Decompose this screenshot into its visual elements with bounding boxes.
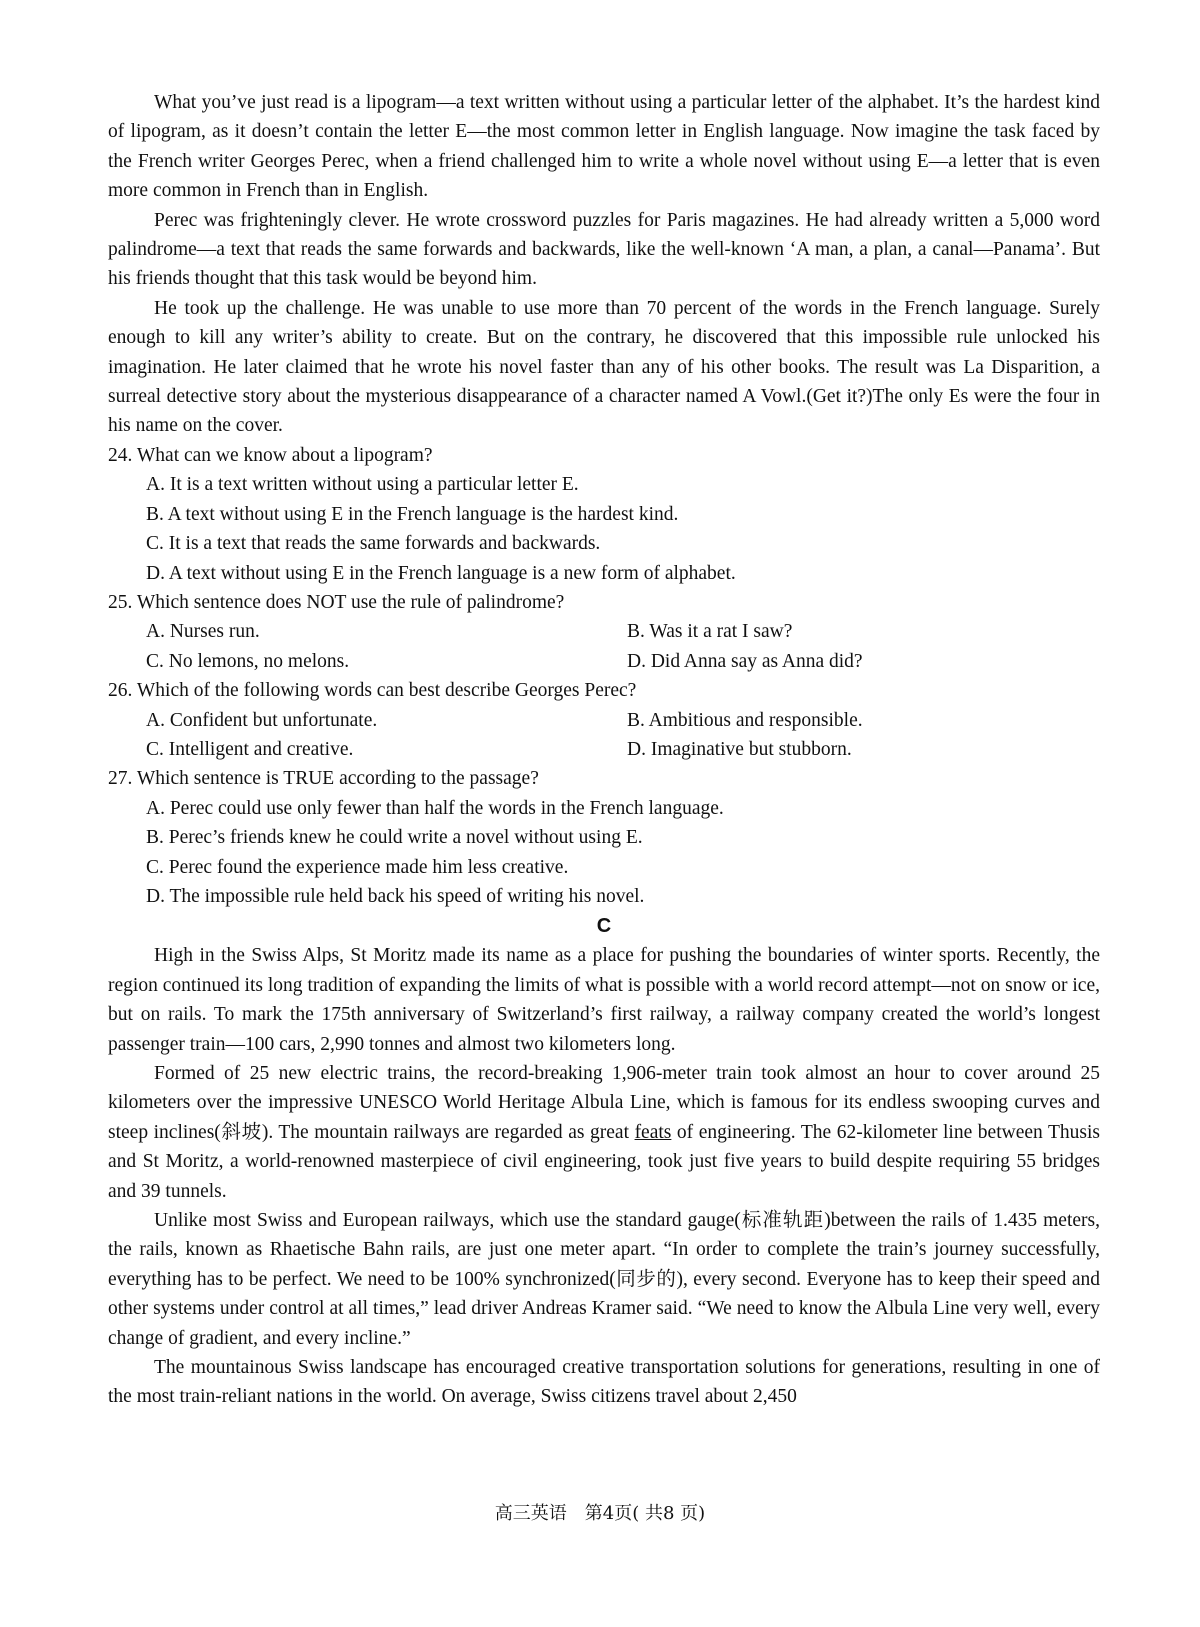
underlined-word: feats xyxy=(634,1121,672,1143)
option-b: B. Was it a rat I saw? xyxy=(627,621,793,643)
passage-c-paragraph-1: High in the Swiss Alps, St Moritz made its name as a place for pushing the boundaries of winter sports. Recently, the region continued its long tradition of expanding the limits of what is possible with a world record attempt—not on snow or ice, but on rails. To mark the 175th anniversary of Switzerland’s first railway, a railway company created the world’s longest passenger train—100 cars, 2,990 tonnes and almost two kilometers long. xyxy=(108,945,1100,1055)
option-a: A. Perec could use only fewer than half the words in the French language. xyxy=(146,797,724,819)
question-stem: 25. Which sentence does NOT use the rule of palindrome? xyxy=(108,591,565,613)
option-a: A. Confident but unfortunate. xyxy=(146,709,378,731)
option-row xyxy=(108,706,1100,735)
option-d: D. The impossible rule held back his speed of writing his novel. xyxy=(146,885,645,907)
option-a: A. It is a text written without using a particular letter E. xyxy=(146,474,579,496)
option-c: C. Intelligent and creative. xyxy=(146,738,354,760)
passage-b-paragraph-3: He took up the challenge. He was unable to use more than 70 percent of the words in the French language. Surely enough to kill any writer’s ability to create. But on the contrary, he discovered that this impossible rule unlocked his imagination. He later claimed that he wrote his novel faster than any of his other books. The result was La Disparition, a surreal detective story about the mysterious disappearance of a character named A Vowl.(Get it?)The only Es were the four in his name on the cover. xyxy=(108,297,1100,437)
option-d: D. A text without using E in the French language is a new form of alphabet. xyxy=(146,562,736,584)
passage-c-paragraph-4: The mountainous Swiss landscape has encouraged creative transportation solutions for generations, resulting in one of the most train-reliant nations in the world. On average, Swiss citizens travel about 2,450 xyxy=(108,1357,1100,1408)
option-row xyxy=(108,735,1100,764)
option-c: C. It is a text that reads the same forwards and backwards. xyxy=(146,533,601,555)
passage-b-paragraph-2: Perec was frighteningly clever. He wrote crossword puzzles for Paris magazines. He had already written a 5,000 word palindrome—a text that reads the same forwards and backwards, like the well-known ‘A man, a plan, a canal—Panama’. But his friends thought that this task would be beyond him. xyxy=(108,209,1100,290)
option-c: C. Perec found the experience made him less creative. xyxy=(146,856,569,878)
question-stem: 27. Which sentence is TRUE according to the passage? xyxy=(108,768,539,790)
passage-b-paragraph-1: What you’ve just read is a lipogram—a text written without using a particular letter of the alphabet. It’s the hardest kind of lipogram, as it doesn’t contain the letter E—the most common letter in English language. Now imagine the task faced by the French writer Georges Perec, when a friend challenged him to write a whole novel without using E—a letter that is even more common in French than in English. xyxy=(108,92,1100,202)
option-d: D. Did Anna say as Anna did? xyxy=(627,650,863,672)
question-27 xyxy=(108,764,1100,911)
question-25 xyxy=(108,588,1100,676)
passage-c-paragraph-2 xyxy=(108,1059,1100,1206)
paragraph-text: Formed of 25 new electric trains, the record-breaking 1,906-meter train took almost an hour to cover around 25 kilometers over the impressive UNESCO World Heritage Albula Line, which is famous for its endless swooping curves and steep inclines(斜坡). The mountain railways are regarded as great xyxy=(108,1063,1100,1143)
option-row xyxy=(108,647,1100,676)
option-b: B. A text without using E in the French language is the hardest kind. xyxy=(146,503,679,525)
option-a: A. Nurses run. xyxy=(146,621,260,643)
question-24 xyxy=(108,441,1100,588)
passage-c-paragraph-3: Unlike most Swiss and European railways, which use the standard gauge(标准轨距)between the rails of 1.435 meters, the rails, known as Rhaetische Bahn rails, are just one meter apart. “In order to complete the train’s journey successfully, everything has to be perfect. We need to be 100% synchronized(同步的), every second. Everyone has to keep their speed and other systems under control at all times,” lead driver Andreas Kramer said. “We need to know the Albula Line very well, every change of gradient, and every incline.” xyxy=(108,1210,1100,1349)
question-stem: 24. What can we know about a lipogram? xyxy=(108,444,433,466)
exam-page xyxy=(108,88,1100,1412)
option-b: B. Ambitious and responsible. xyxy=(627,709,863,731)
section-heading-c: C xyxy=(596,915,612,938)
paragraph-text: of engineering. The 62-kilometer line between Thusis and St Moritz, a world-renowned masterpiece of civil engineering, took just five years to build despite requiring 55 bridges and 39 tunnels. xyxy=(108,1121,1100,1202)
option-b: B. Perec’s friends knew he could write a novel without using E. xyxy=(146,827,643,849)
page-footer: 高三英语 第4页( 共8 页) xyxy=(494,1503,706,1524)
option-row xyxy=(108,617,1100,646)
question-stem: 26. Which of the following words can best describe Georges Perec? xyxy=(108,680,637,702)
question-26 xyxy=(108,676,1100,764)
option-d: D. Imaginative but stubborn. xyxy=(627,738,852,760)
option-c: C. No lemons, no melons. xyxy=(146,650,350,672)
